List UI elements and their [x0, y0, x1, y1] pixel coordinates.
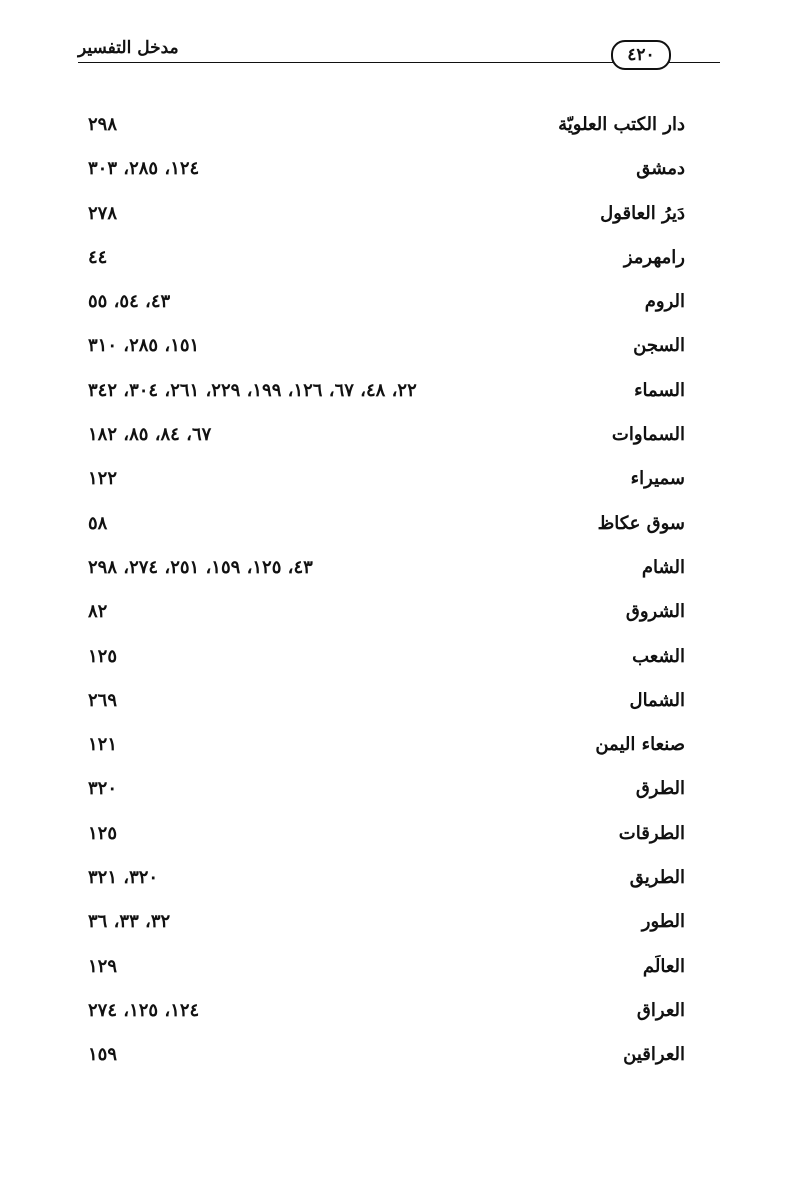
index-entry — [88, 460, 685, 504]
place-name: رامهرمز — [623, 246, 685, 268]
index-entry — [88, 416, 685, 460]
place-name: الطرق — [635, 778, 685, 800]
index-entry — [88, 1036, 685, 1080]
place-name: الطور — [641, 911, 685, 933]
page-references: ٤٣، ١٢٥، ١٥٩، ٢٥١، ٢٧٤، ٢٩٨ — [88, 556, 313, 578]
place-name: الشام — [641, 556, 685, 578]
place-name: سميراء — [630, 468, 685, 490]
page-references: ٨٢ — [88, 601, 108, 623]
page-references: ٤٣، ٥٤، ٥٥ — [88, 291, 171, 313]
page-references: ١٢١ — [88, 734, 118, 756]
place-name: دار الكتب العلويّة — [558, 114, 685, 135]
index-entry — [88, 726, 685, 770]
place-name: الشعب — [632, 645, 685, 667]
page-references: ١٢٤، ١٢٥، ٢٧٤ — [88, 999, 200, 1021]
place-name: الطريق — [629, 867, 685, 889]
index-entry — [88, 106, 685, 150]
page-references: ١٥١، ٢٨٥، ٣١٠ — [88, 335, 200, 357]
place-name: العراق — [636, 999, 685, 1021]
page-references: ٣٢، ٣٣، ٣٦ — [88, 911, 171, 933]
place-name: العراقين — [623, 1044, 685, 1066]
place-name: الشمال — [629, 689, 685, 711]
page-references: ١٥٩ — [88, 1044, 118, 1066]
index-entry — [88, 195, 685, 239]
page-references: ١٢٤، ٢٨٥، ٣٠٣ — [88, 158, 200, 180]
index-entry — [88, 682, 685, 726]
place-name: صنعاء اليمن — [595, 734, 685, 756]
page-references: ٤٤ — [88, 246, 108, 268]
place-name: دمشق — [636, 158, 685, 180]
page-number: ٤٢٠ — [611, 40, 671, 70]
place-name: السماء — [634, 379, 685, 401]
index-entry — [88, 283, 685, 327]
page-references: ١٢٥ — [88, 822, 118, 844]
index-entry — [88, 327, 685, 371]
index-entry — [88, 903, 685, 947]
place-name: السجن — [633, 335, 685, 357]
index-entry — [88, 815, 685, 859]
index-entry — [88, 372, 685, 416]
place-name: السماوات — [611, 424, 685, 446]
place-name: سوق عكاظ — [597, 512, 685, 534]
place-name: الروم — [644, 291, 685, 313]
page-references: ٢٩٨ — [88, 114, 118, 135]
page-references: ٢٧٨ — [88, 202, 118, 224]
index-entry — [88, 593, 685, 637]
place-name: العالَم — [642, 955, 685, 977]
index-entry — [88, 948, 685, 992]
page-references: ٣٢٠ — [88, 778, 118, 800]
place-name: دَيرُ العاقول — [600, 202, 685, 224]
place-name: الشروق — [625, 601, 685, 623]
index-entry — [88, 638, 685, 682]
page-references: ٥٨ — [88, 512, 108, 534]
index-entry — [88, 150, 685, 194]
page-header — [78, 30, 720, 70]
index-entry — [88, 505, 685, 549]
page-references: ٣٢٠، ٣٢١ — [88, 867, 159, 889]
index-entry — [88, 992, 685, 1036]
place-name: الطرقات — [618, 822, 685, 844]
book-title: مدخل التفسير — [78, 38, 179, 58]
page-references: ١٢٥ — [88, 645, 118, 667]
index-entry — [88, 770, 685, 814]
index-list — [88, 106, 685, 1081]
page-references: ١٢٢ — [88, 468, 118, 490]
index-entry — [88, 239, 685, 283]
page-references: ٢٢، ٤٨، ٦٧، ١٢٦، ١٩٩، ٢٢٩، ٢٦١، ٣٠٤، ٣٤٢ — [88, 379, 417, 401]
index-entry — [88, 859, 685, 903]
index-entry — [88, 549, 685, 593]
page-references: ٦٧، ٨٤، ٨٥، ١٨٢ — [88, 424, 212, 446]
page-references: ٢٦٩ — [88, 689, 118, 711]
page-references: ١٢٩ — [88, 955, 118, 977]
